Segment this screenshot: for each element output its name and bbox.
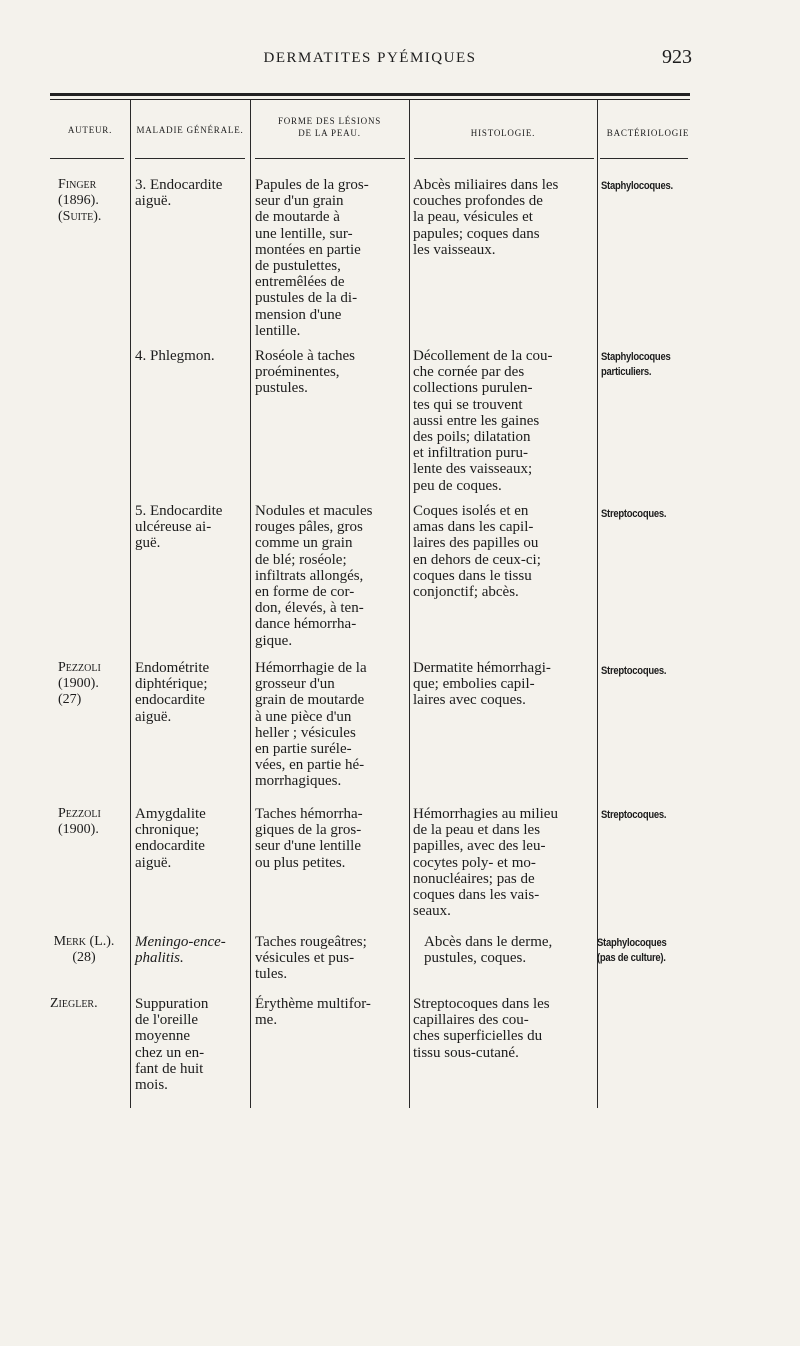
table-cell-author: Merk (L.). (28) [53,934,115,965]
header-underline-histology [414,158,594,159]
table-cell-histology: Abcès dans le derme, pustules, coques. [424,934,553,967]
table-cell-bacteriology: Staphylocoques particuliers. [601,351,671,378]
column-header-histology: HISTOLOGIE. [470,128,536,138]
table-cell-bacteriology: Streptocoques. [601,665,667,677]
table-cell-disease: Amygdalite chronique; endocardite aiguë. [135,806,206,871]
table-cell-disease: Endométrite diphtérique; endocardite aiguë. [135,660,210,725]
table-cell-lesions: Hémorrhagie de la grosseur d'un grain de moutarde à une pièce d'un heller ; vésicules en partie suréle- vées, en partie hé- morrhagiques. [255,660,367,790]
column-header-bacteriology: BACTÉRIOLOGIE [606,128,690,138]
column-header-author: AUTEUR. [67,125,113,135]
table-cell-histology: Streptocoques dans les capillaires des cou- ches superficielles du tissu sous-cutané. [413,996,550,1061]
table-cell-disease: Meningo-ence- phalitis. [135,934,226,967]
table-cell-disease: 3. Endocardite aiguë. [135,177,223,210]
table-cell-disease: 5. Endocardite ulcéreuse ai- guë. [135,503,223,552]
header-underline-author [50,158,124,159]
column-header-lesions: FORME DES LÉSIONS DE LA PEAU. [277,116,382,138]
header-underline-disease [135,158,245,159]
table-cell-author: Pezzoli (1900). (27) [58,660,101,707]
running-title: DERMATITES PYÉMIQUES [263,50,477,66]
header-rule-thin [50,99,690,100]
table-cell-bacteriology: Staphylocoques. [601,180,673,192]
table-cell-lesions: Érythème multifor- me. [255,996,371,1029]
page-number: 923 [662,46,692,68]
table-cell-disease: Suppuration de l'oreille moyenne chez un en- fant de huit mois. [135,996,209,1094]
header-underline-bacteriology [600,158,688,159]
table-cell-histology: Décollement de la cou- che cornée par des collections purulen- tes qui se trouvent aussi entre les gaines des poils; dilatation et infiltration puru- lente des vaisseaux; peu de coques. [413,348,553,494]
table-cell-lesions: Roséole à taches proéminentes, pustules. [255,348,355,397]
header-rule-thick [50,93,690,96]
column-divider-2 [250,100,251,1108]
table-cell-disease: 4. Phlegmon. [135,348,215,364]
table-cell-lesions: Nodules et macules rouges pâles, gros comme un grain de blé; roséole; infiltrats allongés, en forme de cor- don, élevés, à ten- dance hémorrha- gique. [255,503,373,649]
table-cell-histology: Coques isolés et en amas dans les capil- laires des papilles ou en dehors de ceux-ci; coques dans le tissu conjonctif; abcès. [413,503,541,601]
table-cell-author: Finger (1896). (Suite). [58,177,102,224]
column-header-disease: MALADIE GÉNÉRALE. [136,125,244,135]
table-cell-histology: Dermatite hémorrhagi- que; embolies capil- laires avec coques. [413,660,551,709]
column-divider-3 [409,100,410,1108]
table-cell-lesions: Taches rougeâtres; vésicules et pus- tules. [255,934,367,983]
table-cell-lesions: Taches hémorrha- giques de la gros- seur d'une lentille ou plus petites. [255,806,363,871]
table-cell-bacteriology: Streptocoques. [601,508,667,520]
table-cell-histology: Hémorrhagies au milieu de la peau et dans les papilles, avec des leu- cocytes poly- et mo- nonucléaires; pas de coques dans les vais- seaux. [413,806,558,920]
column-divider-1 [130,100,131,1108]
table-cell-lesions: Papules de la gros- seur d'un grain de moutarde à une lentille, sur- montées en partie de pustulettes, entremêlées de pustules de la di- mension d'une lentille. [255,177,369,339]
table-cell-bacteriology: Streptocoques. [601,809,667,821]
table-cell-author: Ziegler. [50,996,98,1011]
header-underline-lesions [255,158,405,159]
table-cell-bacteriology: Staphylocoques (pas de culture). [597,937,667,964]
table-cell-histology: Abcès miliaires dans les couches profondes de la peau, vésicules et papules; coques dans les vaisseaux. [413,177,559,258]
table-cell-author: Pezzoli (1900). [58,806,101,837]
